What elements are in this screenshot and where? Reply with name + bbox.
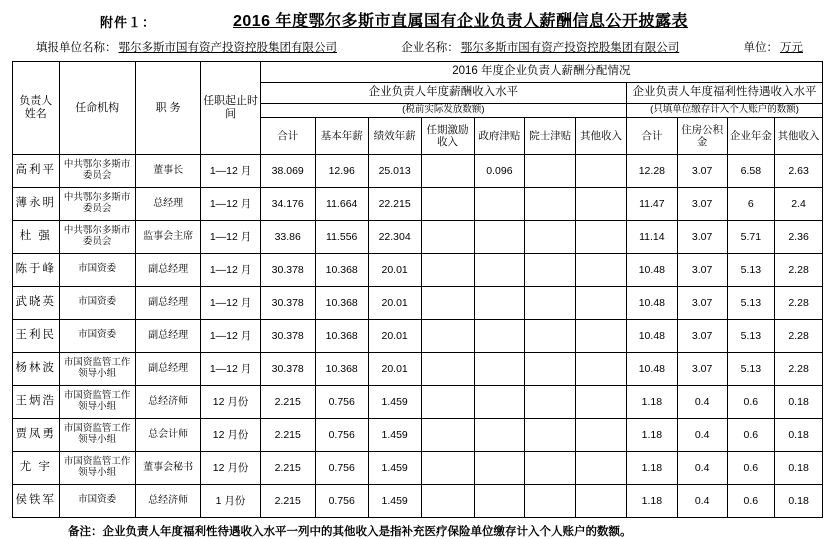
cell-total-salary: 2.215	[260, 484, 315, 517]
cell-total-salary: 30.378	[260, 253, 315, 286]
cell-total-welfare: 1.18	[626, 484, 677, 517]
cell-housing: 3.07	[677, 220, 727, 253]
cell-period: 1—12 月	[201, 286, 260, 319]
col-housing-fund: 住房公积金	[677, 117, 727, 154]
cell-subsidy	[474, 319, 525, 352]
filler-value: 鄂尔多斯市国有资产投资控股集团有限公司	[118, 42, 337, 54]
cell-other	[576, 385, 627, 418]
table-row	[13, 220, 823, 253]
cell-subsidy	[474, 187, 525, 220]
table-body	[13, 154, 823, 517]
cell-performance: 1.459	[368, 385, 421, 418]
col-period: 任职起止时间	[201, 62, 260, 155]
cell-basic: 10.368	[315, 286, 368, 319]
cell-post: 副总经理	[135, 352, 201, 385]
cell-subsidy	[474, 385, 525, 418]
cell-housing: 3.07	[677, 154, 727, 187]
cell-annuity: 6.58	[727, 154, 775, 187]
col-org: 任命机构	[59, 62, 135, 155]
company-value: 鄂尔多斯市国有资产投资控股集团有限公司	[460, 42, 680, 54]
company-name	[339, 39, 744, 55]
cell-incentive	[421, 154, 474, 187]
cell-name: 薄永明	[13, 187, 60, 220]
cell-annuity: 5.13	[727, 286, 775, 319]
cell-basic: 11.556	[315, 220, 368, 253]
cell-scholar	[525, 484, 576, 517]
cell-annuity: 5.13	[727, 352, 775, 385]
cell-subsidy	[474, 484, 525, 517]
cell-total-salary: 30.378	[260, 286, 315, 319]
cell-housing: 3.07	[677, 253, 727, 286]
cell-subsidy	[474, 286, 525, 319]
cell-period: 12 月份	[201, 418, 260, 451]
cell-post: 董事会秘书	[135, 451, 201, 484]
cell-housing: 3.07	[677, 187, 727, 220]
col-incentive: 任期激励收入	[421, 117, 474, 154]
cell-other2: 2.28	[775, 319, 823, 352]
cell-scholar	[525, 451, 576, 484]
cell-post: 总经济师	[135, 385, 201, 418]
cell-performance: 1.459	[368, 484, 421, 517]
col-performance: 绩效年薪	[368, 117, 421, 154]
cell-other	[576, 484, 627, 517]
cell-other2: 0.18	[775, 451, 823, 484]
cell-basic: 0.756	[315, 418, 368, 451]
table-row	[13, 154, 823, 187]
col-subsidy: 政府津贴	[474, 117, 525, 154]
cell-other2: 2.28	[775, 253, 823, 286]
cell-other	[576, 352, 627, 385]
cell-period: 1—12 月	[201, 319, 260, 352]
salary-disclosure-table	[12, 61, 823, 518]
cell-post: 总经济师	[135, 484, 201, 517]
cell-name: 武晓英	[13, 286, 60, 319]
col-post: 职 务	[135, 62, 201, 155]
col-basic: 基本年薪	[315, 117, 368, 154]
cell-total-welfare: 11.47	[626, 187, 677, 220]
table-row	[13, 451, 823, 484]
cell-other2: 0.18	[775, 385, 823, 418]
group-welfare-note: (只填单位缴存计入个人账户的数额)	[626, 104, 822, 118]
cell-other	[576, 220, 627, 253]
cell-period: 1—12 月	[201, 253, 260, 286]
filler-unit	[12, 39, 339, 55]
cell-total-welfare: 1.18	[626, 418, 677, 451]
cell-name: 杨林波	[13, 352, 60, 385]
cell-subsidy	[474, 418, 525, 451]
group-salary-note: (税前实际发放数额)	[260, 104, 626, 118]
cell-other	[576, 154, 627, 187]
cell-performance: 20.01	[368, 253, 421, 286]
header-row-1	[13, 62, 823, 83]
cell-other	[576, 253, 627, 286]
cell-other	[576, 418, 627, 451]
col-person: 负责人姓名	[13, 62, 60, 155]
unit-value: 万元	[780, 42, 803, 54]
cell-incentive	[421, 385, 474, 418]
cell-subsidy	[474, 253, 525, 286]
cell-org: 市国资监管工作领导小组	[59, 418, 135, 451]
cell-annuity: 5.71	[727, 220, 775, 253]
cell-performance: 20.01	[368, 319, 421, 352]
cell-basic: 12.96	[315, 154, 368, 187]
cell-basic: 0.756	[315, 451, 368, 484]
cell-housing: 3.07	[677, 352, 727, 385]
cell-subsidy	[474, 451, 525, 484]
cell-annuity: 0.6	[727, 451, 775, 484]
cell-other	[576, 319, 627, 352]
cell-total-salary: 34.176	[260, 187, 315, 220]
cell-org: 市国资监管工作领导小组	[59, 352, 135, 385]
table-row	[13, 187, 823, 220]
title-row	[12, 0, 825, 33]
cell-period: 12 月份	[201, 451, 260, 484]
cell-other2: 2.4	[775, 187, 823, 220]
cell-scholar	[525, 220, 576, 253]
cell-org: 市国资监管工作领导小组	[59, 385, 135, 418]
footer-note: 备注：企业负责人年度福利性待遇收入水平一列中的其他收入是指补充医疗保险单位缴存计入个人账户的数额。	[68, 525, 632, 538]
table-row	[13, 385, 823, 418]
cell-total-welfare: 1.18	[626, 385, 677, 418]
attachment-label: 附件１：	[100, 15, 157, 30]
cell-incentive	[421, 286, 474, 319]
page-title: 2016 年度鄂尔多斯市直属国有企业负责人薪酬信息公开披露表	[232, 13, 689, 30]
cell-performance: 22.215	[368, 187, 421, 220]
cell-subsidy	[474, 220, 525, 253]
meta-row	[12, 33, 825, 61]
cell-total-salary: 2.215	[260, 451, 315, 484]
cell-name: 杜 强	[13, 220, 60, 253]
cell-incentive	[421, 418, 474, 451]
cell-org: 市国资委	[59, 484, 135, 517]
cell-scholar	[525, 352, 576, 385]
cell-post: 副总经理	[135, 286, 201, 319]
cell-other2: 2.28	[775, 352, 823, 385]
cell-incentive	[421, 220, 474, 253]
cell-period: 12 月份	[201, 385, 260, 418]
cell-subsidy: 0.096	[474, 154, 525, 187]
cell-total-salary: 33.86	[260, 220, 315, 253]
cell-performance: 1.459	[368, 418, 421, 451]
cell-performance: 20.01	[368, 352, 421, 385]
cell-annuity: 0.6	[727, 418, 775, 451]
cell-housing: 3.07	[677, 286, 727, 319]
cell-housing: 0.4	[677, 484, 727, 517]
cell-name: 陈于峰	[13, 253, 60, 286]
table-row	[13, 484, 823, 517]
cell-total-welfare: 10.48	[626, 352, 677, 385]
cell-org: 市国资委	[59, 286, 135, 319]
group-top-header: 2016 年度企业负责人薪酬分配情况	[260, 62, 822, 83]
cell-total-salary: 2.215	[260, 385, 315, 418]
unit-info	[744, 39, 826, 55]
col-other-income: 其他收入	[576, 117, 627, 154]
cell-other	[576, 286, 627, 319]
cell-other2: 2.63	[775, 154, 823, 187]
cell-annuity: 5.13	[727, 253, 775, 286]
cell-scholar	[525, 286, 576, 319]
cell-scholar	[525, 385, 576, 418]
cell-housing: 0.4	[677, 418, 727, 451]
cell-scholar	[525, 418, 576, 451]
cell-total-welfare: 12.28	[626, 154, 677, 187]
col-scholar-subsidy: 院士津贴	[525, 117, 576, 154]
cell-other2: 0.18	[775, 484, 823, 517]
cell-annuity: 5.13	[727, 319, 775, 352]
cell-other	[576, 451, 627, 484]
cell-post: 总经理	[135, 187, 201, 220]
cell-housing: 3.07	[677, 319, 727, 352]
cell-name: 王利民	[13, 319, 60, 352]
cell-incentive	[421, 253, 474, 286]
cell-org: 市国资监管工作领导小组	[59, 451, 135, 484]
cell-org: 中共鄂尔多斯市委员会	[59, 220, 135, 253]
cell-org: 中共鄂尔多斯市委员会	[59, 154, 135, 187]
cell-performance: 1.459	[368, 451, 421, 484]
cell-total-salary: 30.378	[260, 352, 315, 385]
cell-scholar	[525, 319, 576, 352]
cell-performance: 22.304	[368, 220, 421, 253]
cell-total-welfare: 10.48	[626, 319, 677, 352]
cell-incentive	[421, 451, 474, 484]
cell-annuity: 0.6	[727, 484, 775, 517]
cell-org: 市国资委	[59, 253, 135, 286]
cell-other2: 2.36	[775, 220, 823, 253]
cell-post: 副总经理	[135, 319, 201, 352]
filler-label: 填报单位名称：	[36, 42, 117, 54]
cell-org: 中共鄂尔多斯市委员会	[59, 187, 135, 220]
table-row	[13, 352, 823, 385]
cell-incentive	[421, 352, 474, 385]
cell-post: 监事会主席	[135, 220, 201, 253]
col-other-welfare: 其他收入	[775, 117, 823, 154]
cell-basic: 11.664	[315, 187, 368, 220]
cell-post: 副总经理	[135, 253, 201, 286]
cell-name: 王炳浩	[13, 385, 60, 418]
unit-label: 单位：	[743, 42, 778, 54]
cell-housing: 0.4	[677, 385, 727, 418]
cell-name: 尤 宇	[13, 451, 60, 484]
cell-basic: 10.368	[315, 319, 368, 352]
table-row	[13, 253, 823, 286]
cell-total-welfare: 11.14	[626, 220, 677, 253]
cell-total-welfare: 10.48	[626, 253, 677, 286]
cell-basic: 10.368	[315, 352, 368, 385]
cell-period: 1—12 月	[201, 352, 260, 385]
cell-performance: 25.013	[368, 154, 421, 187]
cell-incentive	[421, 484, 474, 517]
cell-performance: 20.01	[368, 286, 421, 319]
cell-annuity: 0.6	[727, 385, 775, 418]
cell-post: 总会计师	[135, 418, 201, 451]
cell-incentive	[421, 187, 474, 220]
cell-total-salary: 30.378	[260, 319, 315, 352]
cell-basic: 0.756	[315, 385, 368, 418]
company-label: 企业名称：	[401, 42, 459, 54]
cell-name: 侯铁军	[13, 484, 60, 517]
cell-total-salary: 38.069	[260, 154, 315, 187]
cell-subsidy	[474, 352, 525, 385]
cell-other2: 2.28	[775, 286, 823, 319]
cell-period: 1—12 月	[201, 187, 260, 220]
group-salary-header: 企业负责人年度薪酬收入水平	[260, 83, 626, 104]
cell-other2: 0.18	[775, 418, 823, 451]
cell-name: 高利平	[13, 154, 60, 187]
cell-period: 1—12 月	[201, 154, 260, 187]
cell-post: 董事长	[135, 154, 201, 187]
table-row	[13, 286, 823, 319]
col-total-salary: 合计	[260, 117, 315, 154]
cell-other	[576, 187, 627, 220]
cell-total-welfare: 1.18	[626, 451, 677, 484]
cell-housing: 0.4	[677, 451, 727, 484]
cell-basic: 0.756	[315, 484, 368, 517]
cell-total-welfare: 10.48	[626, 286, 677, 319]
table-row	[13, 319, 823, 352]
group-welfare-header: 企业负责人年度福利性待遇收入水平	[626, 83, 822, 104]
cell-scholar	[525, 253, 576, 286]
table-row	[13, 418, 823, 451]
cell-scholar	[525, 154, 576, 187]
col-total-welfare: 合计	[626, 117, 677, 154]
cell-period: 1 月份	[201, 484, 260, 517]
cell-basic: 10.368	[315, 253, 368, 286]
cell-annuity: 6	[727, 187, 775, 220]
cell-total-salary: 2.215	[260, 418, 315, 451]
cell-name: 贾凤勇	[13, 418, 60, 451]
cell-org: 市国资委	[59, 319, 135, 352]
col-annuity: 企业年金	[727, 117, 775, 154]
cell-period: 1—12 月	[201, 220, 260, 253]
cell-incentive	[421, 319, 474, 352]
cell-scholar	[525, 187, 576, 220]
